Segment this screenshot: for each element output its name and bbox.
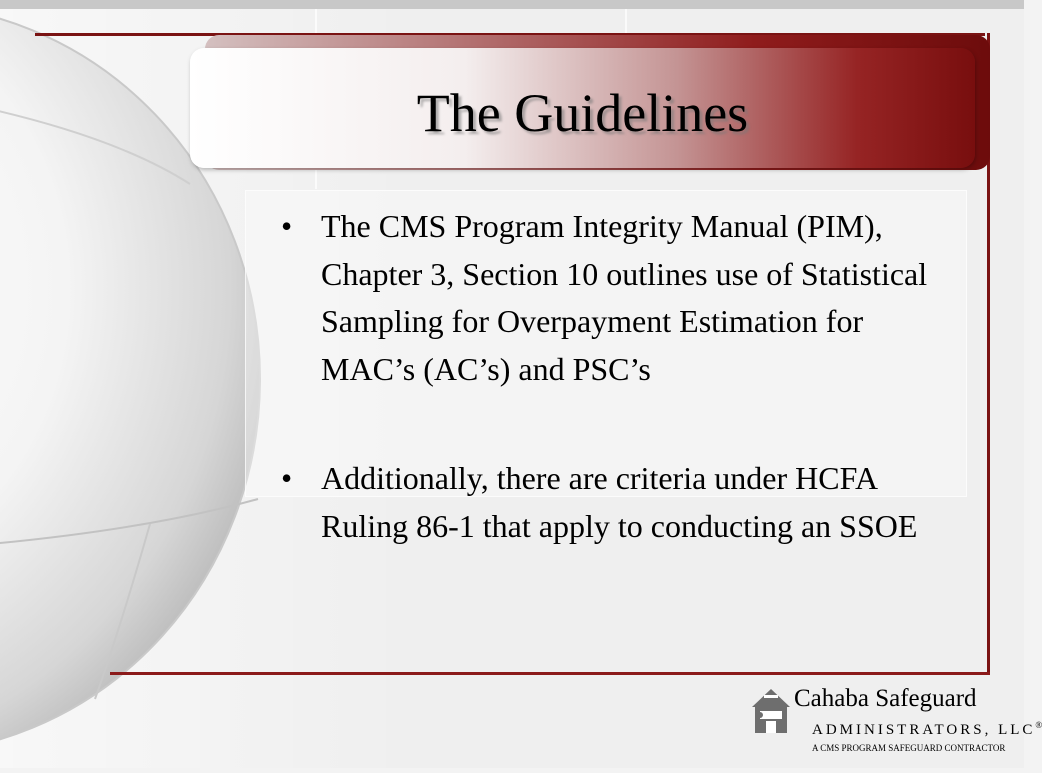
bullet-item	[281, 203, 931, 393]
slide-title: The Guidelines	[416, 83, 749, 143]
bullet-marker: •	[281, 460, 293, 496]
logo-subtitle-text: ADMINISTRATORS, LLC	[812, 722, 1036, 738]
registered-mark: ®	[1035, 720, 1042, 730]
logo-name: Cahaba Safeguard	[794, 685, 977, 712]
bullet-text: Additionally, there are criteria under HCFA Ruling 86-1 that apply to conducting an SSOE	[321, 460, 918, 544]
top-strip	[0, 0, 1024, 9]
bullet-text: The CMS Program Integrity Manual (PIM), Chapter 3, Section 10 outlines use of Statistical Sampling for Overpayment Estimation for MAC’s (AC’s) and PSC’s	[321, 208, 928, 387]
bullet-item	[281, 455, 931, 550]
bullet-marker: •	[281, 208, 293, 244]
bullet-list	[281, 203, 931, 550]
logo-house-icon	[750, 687, 792, 735]
frame-bottom-line	[110, 672, 990, 675]
logo-tagline: A CMS PROGRAM SAFEGUARD CONTRACTOR	[812, 743, 1006, 753]
logo-subtitle	[812, 716, 1042, 739]
